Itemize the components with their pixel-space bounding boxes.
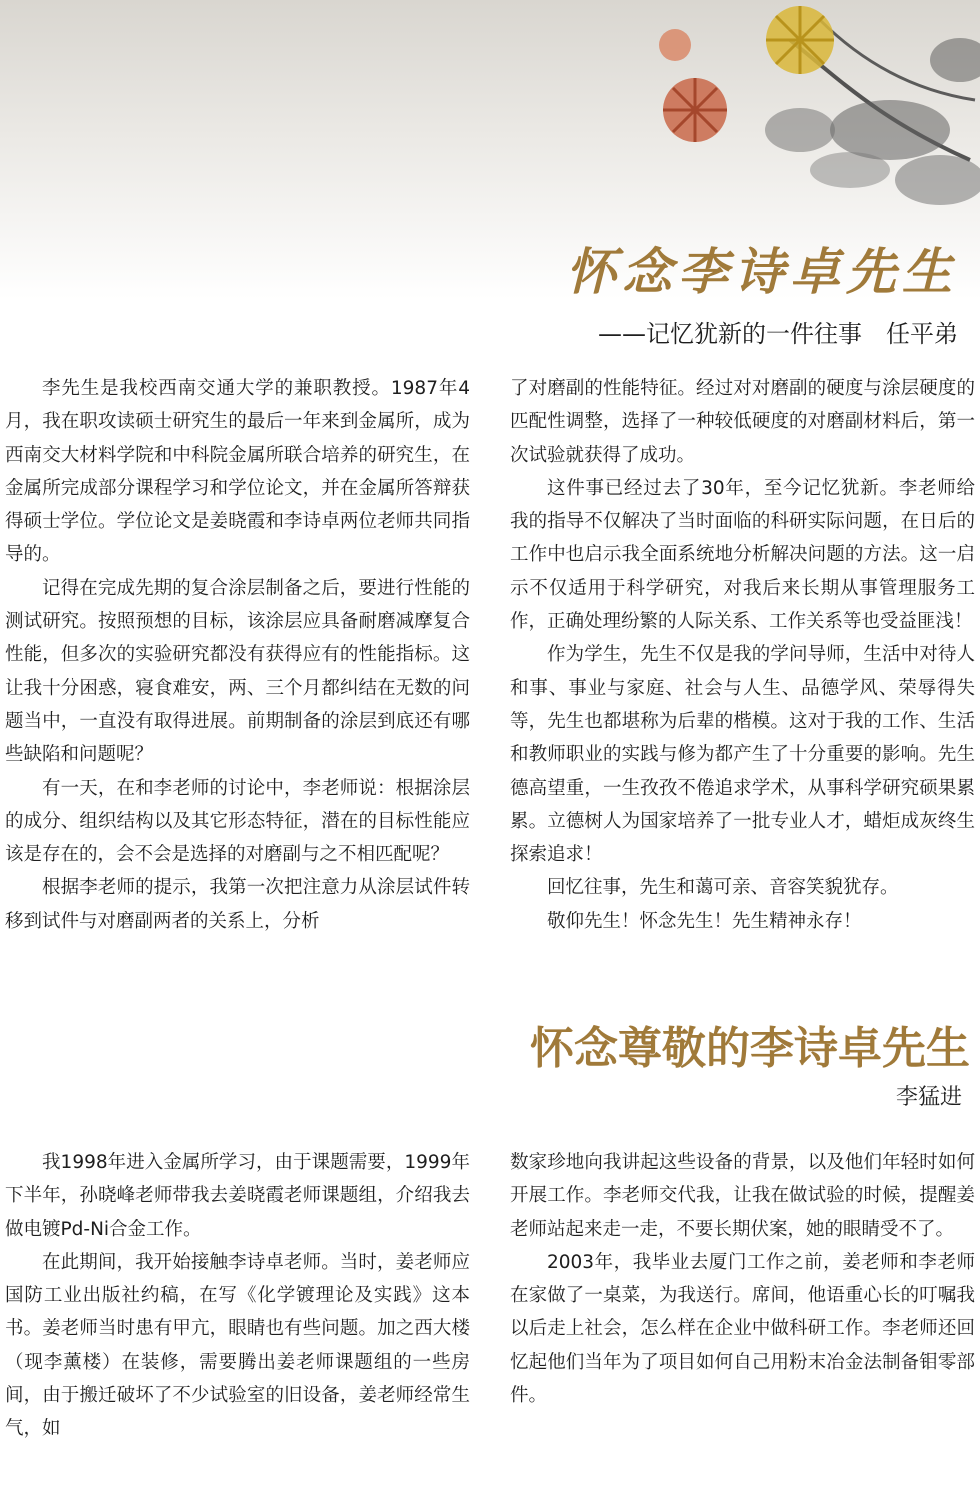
chrysanthemum-painting: [640, 0, 980, 230]
paragraph: 根据李老师的提示，我第一次把注意力从涂层试件转移到试件与对磨副两者的关系上，分析: [5, 877, 470, 932]
paragraph: 作为学生，先生不仅是我的学问导师，生活中对待人和事、事业与家庭、社会与人生、品德学风、荣辱得失等，先生也都堪称为后辈的楷模。这对于我的工作、生活和教师职业的实践与修为都产生了十分重要的影响。先生德高望重，一生孜孜不倦追求学术，从事科学研究硕果累累。立德树人为国家培养了一批专业人才，蜡炬成灰终生探索追求！: [510, 644, 975, 866]
article1-left-column: [5, 372, 470, 938]
paragraph: 回忆往事，先生和蔼可亲、音容笑貌犹存。: [547, 877, 899, 899]
article1-subtitle: ——记忆犹新的一件往事 任平弟: [598, 320, 958, 348]
article1-title: 怀念李诗卓先生: [566, 242, 958, 301]
paragraph-continued: 数家珍地向我讲起这些设备的背景，以及他们年轻时如何开展工作。李老师交代我，让我在做试验的时候，提醒姜老师站起来走一走，不要长期伏案，她的眼睛受不了。: [510, 1152, 975, 1240]
article2-title: 怀念尊敬的李诗卓先生: [530, 1023, 970, 1074]
article1-right-column: [510, 372, 975, 938]
article2-left-column: [5, 1146, 470, 1446]
paragraph: 李先生是我校西南交通大学的兼职教授。1987年4月，我在职攻读硕士研究生的最后一年来到金属所，成为西南交大材料学院和中科院金属所联合培养的研究生，在金属所完成部分课程学习和学位论文，并在金属所答辩获得硕士学位。学位论文是姜晓霞和李诗卓两位老师共同指导的。: [5, 378, 470, 566]
paragraph: 2003年，我毕业去厦门工作之前，姜老师和李老师在家做了一桌菜，为我送行。席间，他语重心长的叮嘱我以后走上社会，怎么样在企业中做科研工作。李老师还回忆起他们当年为了项目如何自己用粉末冶金法制备钼零部件。: [510, 1251, 975, 1407]
paragraph-continued: 了对磨副的性能特征。经过对对磨副的硬度与涂层硬度的匹配性调整，选择了一种较低硬度的对磨副材料后，第一次试验就获得了成功。: [510, 378, 975, 466]
paragraph: 敬仰先生！怀念先生！先生精神永存！: [547, 910, 862, 932]
article2-author: 李猛进: [895, 1085, 962, 1110]
paragraph: 在此期间，我开始接触李诗卓老师。当时，姜老师应国防工业出版社约稿，在写《化学镀理论及实践》这本书。姜老师当时患有甲亢，眼睛也有些问题。加之西大楼（现李薰楼）在装修，需要腾出姜老师课题组的一些房间，由于搬迁破坏了不少试验室的旧设备，姜老师经常生气，如: [5, 1251, 470, 1440]
article2-right-column: [510, 1146, 975, 1412]
paragraph: 这件事已经过去了30年，至今记忆犹新。李老师给我的指导不仅解决了当时面临的科研实际问题，在日后的工作中也启示我全面系统地分析解决问题的方法。这一启示不仅适用于科学研究，对我后来长期从事管理服务工作，正确处理纷繁的人际关系、工作关系等也受益匪浅！: [510, 477, 975, 633]
paragraph: 我1998年进入金属所学习，由于课题需要，1999年下半年，孙晓峰老师带我去姜晓霞老师课题组，介绍我去做电镀Pd-Ni合金工作。: [5, 1152, 470, 1240]
paragraph: 有一天，在和李老师的讨论中，李老师说：根据涂层的成分、组织结构以及其它形态特征，潜在的目标性能应该是存在的，会不会是选择的对磨副与之不相匹配呢？: [5, 777, 470, 866]
paragraph: 记得在完成先期的复合涂层制备之后，要进行性能的测试研究。按照预想的目标，该涂层应具备耐磨减摩复合性能，但多次的实验研究都没有获得应有的性能指标。这让我十分困惑，寝食难安，两、三个月都纠结在无数的问题当中，一直没有取得进展。前期制备的涂层到底还有哪些缺陷和问题呢？: [5, 577, 470, 766]
